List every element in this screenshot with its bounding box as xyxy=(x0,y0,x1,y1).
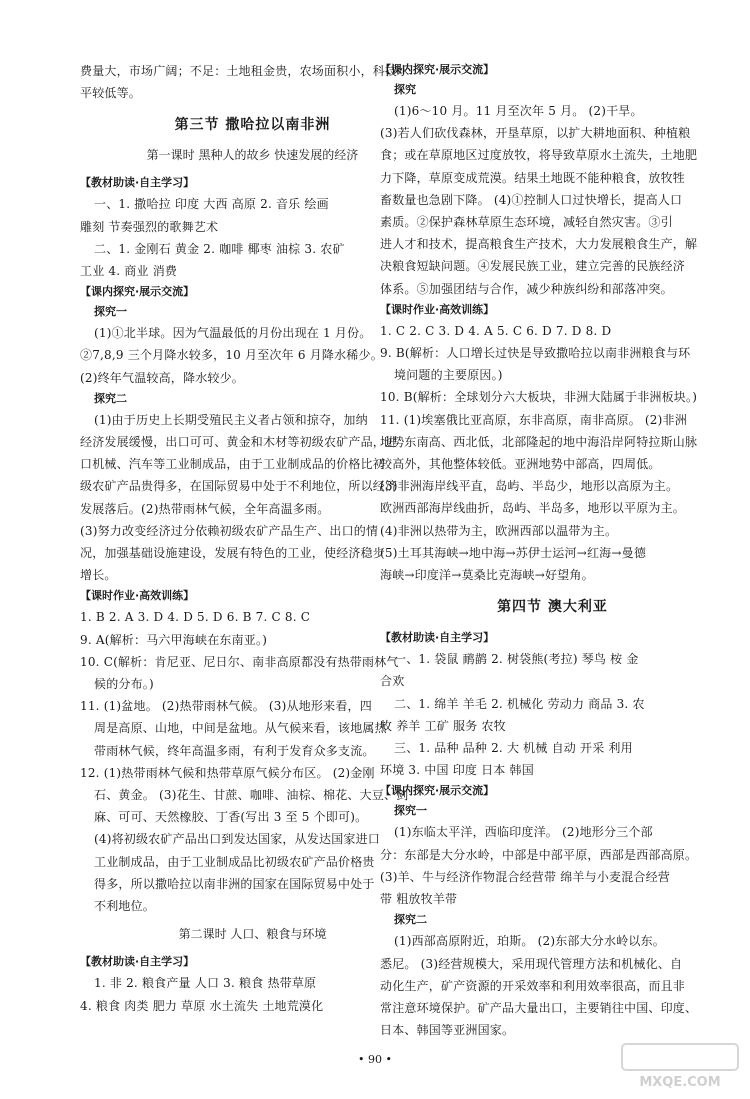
text-line: (1)西部高原附近，珀斯。 (2)东部大分水岭以东。 xyxy=(394,934,666,949)
text-line: 欧洲西部海岸线曲折，岛屿、半岛多，地形以平原为主。 xyxy=(380,501,686,516)
text-line: 常注意环境保护。矿产品大量出口，主要销往中国、印度、 xyxy=(380,1000,698,1015)
text-line: 较高外，其他整体较低。亚洲地势中部高，四周低。 xyxy=(380,457,661,472)
text-line: 得多，所以撒哈拉以南非洲的国家在国际贸易中处于 xyxy=(94,876,375,891)
text-line: (3)非洲海岸线平直，岛屿、半岛少，地形以高原为主。 xyxy=(380,479,679,494)
text-line: 1. 非 2. 粮食产量 人口 3. 粮食 热带草原 xyxy=(94,976,317,991)
text-line: 地势东南高、西北低，北部隆起的地中海沿岸阿特拉斯山脉 xyxy=(380,434,698,449)
text-line: 一、1. 袋鼠 鸸鹋 2. 树袋熊(考拉) 琴鸟 桉 金 xyxy=(394,652,639,667)
text-line: 带 粗放牧羊带 xyxy=(380,892,458,907)
text-line: (5)土耳其海峡→地中海→苏伊士运河→红海→曼德 xyxy=(380,545,647,560)
text-line: 体系。⑤加强团结与合作，减少种族纠纷和部落冲突。 xyxy=(380,281,673,296)
text-line: 动化生产，矿产资源的开采效率和利用效率很高，而且非 xyxy=(380,978,686,993)
text-line: 10. C(解析：肯尼亚、尼日尔、南非高原都没有热带雨林气 xyxy=(80,654,399,669)
text-line: 11. (1)盆地。 (2)热带雨林气候。 (3)从地形来看，四 xyxy=(80,699,372,714)
left-column xyxy=(80,60,425,1017)
text-line: 合欢 xyxy=(380,674,405,689)
text-line: 畜数量也急剧下降。 (4)①控制人口过快增长，提高人口 xyxy=(380,192,683,207)
text-line: 工业制成品，由于工业制成品比初级农矿产品价格贵 xyxy=(94,854,375,869)
text-line: 经济发展缓慢，出口可可、黄金和木材等初级农矿产品，进 xyxy=(80,435,398,450)
section-header: 【教材助读·自主学习】 xyxy=(80,176,195,190)
text-line: (1)东临太平洋，西临印度洋。 (2)地形分三个部 xyxy=(394,825,653,840)
text-line: 4. 粮食 肉类 肥力 草原 水土流失 土地荒漠化 xyxy=(80,998,324,1013)
text-line: 石、黄金。 (3)花生、甘蔗、咖啡、油棕、棉花、大豆、剑 xyxy=(94,788,409,803)
section-header: 【课内探究·展示交流】 xyxy=(380,63,495,76)
text-line: 分：东部是大分水岭，中部是中部平原，西部是西部高原。 xyxy=(380,847,698,862)
text-line: 一、1. 撒哈拉 印度 大西 高原 2. 音乐 绘画 xyxy=(94,197,329,212)
text-line: 力下降，草原变成荒漠。结果土地既不能种粮食，放牧牲 xyxy=(380,170,686,185)
text-line: (3)若人们砍伐森林，开垦草原，以扩大耕地面积、种植粮 xyxy=(380,126,691,141)
text-line: 二、1. 金刚石 黄金 2. 咖啡 椰枣 油棕 3. 农矿 xyxy=(94,241,345,256)
subheading: 探究二 xyxy=(94,391,127,405)
text-line: (1)6～10 月。11 月至次年 5 月。 (2)干旱。 xyxy=(394,104,643,118)
text-line: (3)努力改变经济过分依赖初级农矿产品生产、出口的情 xyxy=(80,523,379,538)
subheading: 探究 xyxy=(394,83,416,96)
text-line: 况，加强基础设施建设，发展有特色的工业，使经济稳步 xyxy=(80,546,386,561)
lesson-title: 第一课时 黑种人的故乡 快速发展的经济 xyxy=(146,148,359,163)
subheading: 探究一 xyxy=(394,804,427,818)
text-line: 食；或在草原地区过度放牧，将导致草原水土流失，土地肥 xyxy=(380,148,698,163)
text-line: 素质。②保护森林草原生态环境，减轻自然灾害。③引 xyxy=(380,215,673,230)
text-line: 不利地位。 xyxy=(94,899,156,914)
section-header: 【教材助读·自主学习】 xyxy=(80,955,195,969)
text-line: 发展落后。(2)热带雨林气候，全年高温多雨。 xyxy=(80,501,330,516)
section-header: 【教材助读·自主学习】 xyxy=(380,631,495,645)
text-line: 平较低等。 xyxy=(80,86,142,101)
text-line: 工业 4. 商业 消费 xyxy=(80,264,178,279)
text-line: (4)将初级农矿产品出口到发达国家，从发达国家进口 xyxy=(94,832,380,847)
text-line: 雕刻 节奏强烈的歌舞艺术 xyxy=(80,219,219,234)
text-line: 悉尼。 (3)经营规模大，采用现代管理方法和机械化、自 xyxy=(380,956,683,971)
text-line: 口机械、汽车等工业制成品，由于工业制成品的价格比初 xyxy=(80,457,386,472)
text-line: 境问题的主要原因。) xyxy=(394,368,503,383)
subheading: 探究二 xyxy=(394,913,427,927)
text-line: 9. A(解析：马六甲海峡在东南亚。) xyxy=(80,632,268,647)
lesson-title: 第二课时 人口、粮食与环境 xyxy=(178,927,327,942)
text-line: 增长。 xyxy=(80,568,117,583)
page-number: • 90 • xyxy=(358,1053,392,1066)
text-line: (3)羊、牛与经济作物混合经营带 绵羊与小麦混合经营 xyxy=(380,869,671,884)
text-line: 进人才和技术，提高粮食生产技术，大力发展粮食生产，解 xyxy=(380,237,698,252)
text-line: (2)终年气温较高，降水较少。 xyxy=(80,370,244,385)
section-header: 【课内探究·展示交流】 xyxy=(80,285,195,299)
section-title: 第三节 撒哈拉以南非洲 xyxy=(174,117,331,134)
section-header: 【课时作业·高效训练】 xyxy=(80,589,195,603)
text-line: 海峡→印度洋→莫桑比克海峡→好望角。 xyxy=(380,568,594,583)
section-header: 【课内探究·展示交流】 xyxy=(380,784,495,798)
right-column xyxy=(380,60,725,1041)
text-line: 11. (1)埃塞俄比亚高原，东非高原，南非高原。 (2)非洲 xyxy=(380,412,687,427)
subheading: 探究一 xyxy=(94,305,127,319)
text-line: 候的分布。) xyxy=(94,677,154,692)
text-line: 二、1. 绵羊 羊毛 2. 机械化 劳动力 商品 3. 农 xyxy=(394,696,645,711)
text-line: 9. B(解析：人口增长过快是导致撒哈拉以南非洲粮食与环 xyxy=(380,346,691,361)
watermark-text: MXQE.COM xyxy=(639,1075,721,1090)
text-line: 三、1. 品种 品种 2. 大 机械 自动 开采 利用 xyxy=(394,741,633,756)
text-line: ②7,8,9 三个月降水较多，10 月至次年 6 月降水稀少。 xyxy=(80,348,383,363)
text-line: (1)由于历史上长期受殖民主义者占领和掠夺，加纳 xyxy=(94,412,368,427)
section-header: 【课时作业·高效训练】 xyxy=(380,302,495,316)
text-line: 1. B 2. A 3. D 4. D 5. D 6. B 7. C 8. C xyxy=(80,610,311,625)
text-line: 费量大，市场广阔；不足：土地租金贵，农场面积小，科技水 xyxy=(80,64,410,78)
text-line: 环境 3. 中国 印度 日本 韩国 xyxy=(380,763,534,778)
text-line: 日本、韩国等亚洲国家。 xyxy=(380,1023,515,1038)
text-line: 带雨林气候，终年高温多雨，有利于发育众多支流。 xyxy=(94,743,375,758)
section-title: 第四节 澳大利亚 xyxy=(497,599,608,616)
text-line: 麻、可可、天然橡胶、丁香(写出 3 至 5 个即可)。 xyxy=(94,810,368,825)
text-line: 周是高原、山地，中间是盆地。从气候来看，该地属热 xyxy=(94,721,387,736)
text-line: 12. (1)热带雨林气候和热带草原气候分布区。 (2)金刚 xyxy=(80,765,375,780)
text-line: 10. B(解析：全球划分六大板块，非洲大陆属于非洲板块。) xyxy=(380,390,698,405)
text-line: 牧 养羊 工矿 服务 农牧 xyxy=(380,718,506,733)
text-line: 1. C 2. C 3. D 4. A 5. C 6. D 7. D 8. D xyxy=(380,323,612,338)
text-line: (1)①北半球。因为气温最低的月份出现在 1 月份。 xyxy=(94,326,372,341)
watermark-logo xyxy=(620,1040,740,1090)
text-line: 决粮食短缺问题。④发展民族工业，建立完善的民族经济 xyxy=(380,259,686,274)
text-line: 级农矿产品贵得多，在国际贸易中处于不利地位，所以经济 xyxy=(80,479,398,494)
text-line: (4)非洲以热带为主，欧洲西部以温带为主。 xyxy=(380,523,618,538)
